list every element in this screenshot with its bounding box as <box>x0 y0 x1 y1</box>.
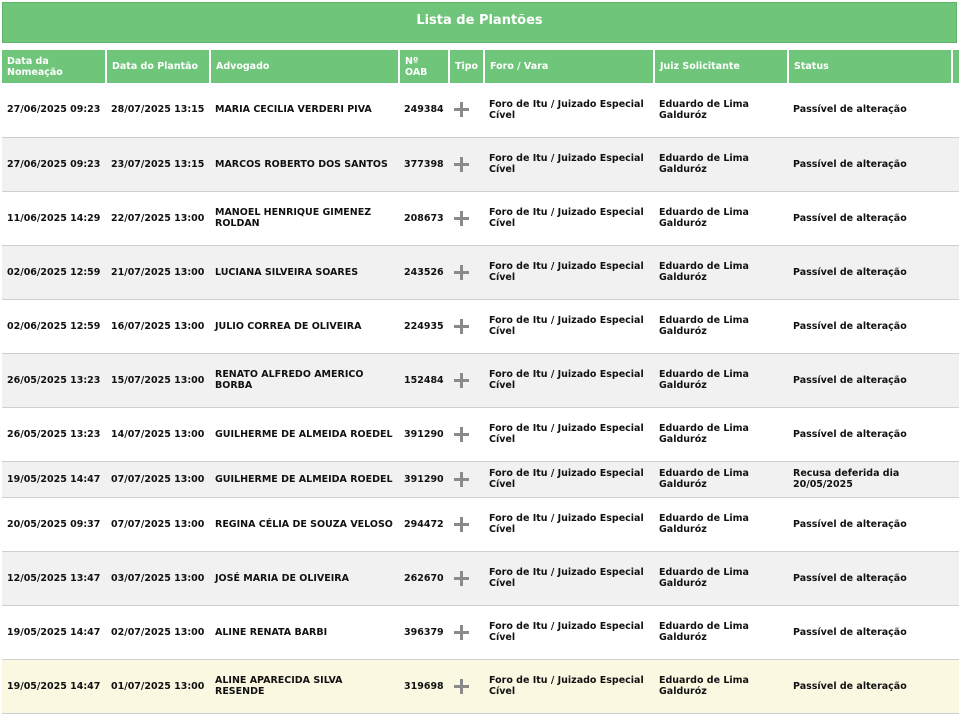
cell-data-plantao: 07/07/2025 13:00 <box>106 461 210 497</box>
cell-status: Passível de alteração <box>788 137 952 191</box>
plus-icon[interactable] <box>454 102 469 117</box>
cell-juiz: Eduardo de Lima Galduróz <box>654 137 788 191</box>
plus-icon[interactable] <box>454 571 469 586</box>
cell-tipo <box>449 461 484 497</box>
cell-status: Passível de alteração <box>788 605 952 659</box>
cell-data-plantao: 14/07/2025 13:00 <box>106 407 210 461</box>
col-header-oab[interactable]: Nº OAB <box>399 50 449 83</box>
row-stub <box>952 83 959 137</box>
col-header-status[interactable]: Status <box>788 50 952 83</box>
col-header-tipo[interactable]: Tipo <box>449 50 484 83</box>
cell-advogado: MARCOS ROBERTO DOS SANTOS <box>210 137 399 191</box>
cell-juiz: Eduardo de Lima Galduróz <box>654 353 788 407</box>
cell-oab: 224935 <box>399 299 449 353</box>
plus-icon[interactable] <box>454 157 469 172</box>
cell-juiz: Eduardo de Lima Galduróz <box>654 659 788 713</box>
cell-advogado: MARIA CECILIA VERDERI PIVA <box>210 83 399 137</box>
cell-tipo <box>449 83 484 137</box>
plus-icon[interactable] <box>454 625 469 640</box>
cell-status: Passível de alteração <box>788 551 952 605</box>
col-header-nomeacao[interactable]: Data da Nomeação <box>2 50 106 83</box>
page-title-bar <box>2 2 957 43</box>
table-row[interactable] <box>2 83 959 137</box>
table-row[interactable] <box>2 353 959 407</box>
cell-tipo <box>449 659 484 713</box>
cell-data-plantao: 01/07/2025 13:00 <box>106 659 210 713</box>
table-row[interactable] <box>2 461 959 497</box>
cell-advogado: ALINE APARECIDA SILVA RESENDE <box>210 659 399 713</box>
cell-foro-vara: Foro de Itu / Juizado Especial Cível <box>484 191 654 245</box>
cell-status: Passível de alteração <box>788 407 952 461</box>
cell-foro-vara: Foro de Itu / Juizado Especial Cível <box>484 659 654 713</box>
cell-data-nomeacao: 02/06/2025 12:59 <box>2 245 106 299</box>
plus-icon[interactable] <box>454 211 469 226</box>
col-header-stub <box>952 50 959 83</box>
table-row[interactable] <box>2 605 959 659</box>
cell-data-nomeacao: 27/06/2025 09:23 <box>2 137 106 191</box>
cell-data-plantao: 21/07/2025 13:00 <box>106 245 210 299</box>
cell-advogado: JULIO CORREA DE OLIVEIRA <box>210 299 399 353</box>
cell-advogado: GUILHERME DE ALMEIDA ROEDEL <box>210 461 399 497</box>
cell-advogado: MANOEL HENRIQUE GIMENEZ ROLDAN <box>210 191 399 245</box>
table-row[interactable] <box>2 299 959 353</box>
plus-icon[interactable] <box>454 427 469 442</box>
cell-data-plantao: 28/07/2025 13:15 <box>106 83 210 137</box>
cell-tipo <box>449 191 484 245</box>
row-stub <box>952 137 959 191</box>
cell-foro-vara: Foro de Itu / Juizado Especial Cível <box>484 407 654 461</box>
plantoes-table <box>2 50 959 714</box>
cell-oab: 208673 <box>399 191 449 245</box>
cell-juiz: Eduardo de Lima Galduróz <box>654 497 788 551</box>
cell-oab: 396379 <box>399 605 449 659</box>
table-row[interactable] <box>2 497 959 551</box>
table-row[interactable] <box>2 245 959 299</box>
cell-status: Passível de alteração <box>788 245 952 299</box>
table-row[interactable] <box>2 659 959 713</box>
row-stub <box>952 353 959 407</box>
cell-oab: 262670 <box>399 551 449 605</box>
row-stub <box>952 497 959 551</box>
cell-tipo <box>449 407 484 461</box>
cell-advogado: ALINE RENATA BARBI <box>210 605 399 659</box>
cell-juiz: Eduardo de Lima Galduróz <box>654 605 788 659</box>
cell-foro-vara: Foro de Itu / Juizado Especial Cível <box>484 137 654 191</box>
cell-status: Passível de alteração <box>788 497 952 551</box>
row-stub <box>952 605 959 659</box>
cell-advogado: REGINA CÉLIA DE SOUZA VELOSO <box>210 497 399 551</box>
plus-icon[interactable] <box>454 373 469 388</box>
col-header-plantao[interactable]: Data do Plantão <box>106 50 210 83</box>
cell-status: Passível de alteração <box>788 299 952 353</box>
cell-oab: 152484 <box>399 353 449 407</box>
cell-foro-vara: Foro de Itu / Juizado Especial Cível <box>484 83 654 137</box>
cell-oab: 377398 <box>399 137 449 191</box>
cell-data-nomeacao: 02/06/2025 12:59 <box>2 299 106 353</box>
cell-data-plantao: 07/07/2025 13:00 <box>106 497 210 551</box>
cell-status: Passível de alteração <box>788 191 952 245</box>
cell-data-nomeacao: 26/05/2025 13:23 <box>2 353 106 407</box>
row-stub <box>952 659 959 713</box>
cell-tipo <box>449 353 484 407</box>
cell-foro-vara: Foro de Itu / Juizado Especial Cível <box>484 461 654 497</box>
cell-advogado: RENATO ALFREDO AMERICO BORBA <box>210 353 399 407</box>
table-body <box>2 83 959 713</box>
row-stub <box>952 299 959 353</box>
cell-foro-vara: Foro de Itu / Juizado Especial Cível <box>484 353 654 407</box>
row-stub <box>952 461 959 497</box>
page-title: Lista de Plantões <box>416 13 543 28</box>
cell-tipo <box>449 605 484 659</box>
cell-status: Passível de alteração <box>788 83 952 137</box>
cell-oab: 319698 <box>399 659 449 713</box>
row-stub <box>952 191 959 245</box>
cell-data-nomeacao: 11/06/2025 14:29 <box>2 191 106 245</box>
cell-data-nomeacao: 19/05/2025 14:47 <box>2 659 106 713</box>
cell-tipo <box>449 137 484 191</box>
cell-advogado: JOSÉ MARIA DE OLIVEIRA <box>210 551 399 605</box>
cell-juiz: Eduardo de Lima Galduróz <box>654 83 788 137</box>
cell-data-plantao: 02/07/2025 13:00 <box>106 605 210 659</box>
cell-data-nomeacao: 26/05/2025 13:23 <box>2 407 106 461</box>
table-row[interactable] <box>2 407 959 461</box>
plus-icon[interactable] <box>454 679 469 694</box>
col-header-advogado[interactable]: Advogado <box>210 50 399 83</box>
cell-foro-vara: Foro de Itu / Juizado Especial Cível <box>484 245 654 299</box>
plus-icon[interactable] <box>454 265 469 280</box>
table-row[interactable] <box>2 551 959 605</box>
plus-icon[interactable] <box>454 517 469 532</box>
cell-foro-vara: Foro de Itu / Juizado Especial Cível <box>484 605 654 659</box>
cell-foro-vara: Foro de Itu / Juizado Especial Cível <box>484 299 654 353</box>
cell-data-plantao: 23/07/2025 13:15 <box>106 137 210 191</box>
cell-data-plantao: 16/07/2025 13:00 <box>106 299 210 353</box>
cell-juiz: Eduardo de Lima Galduróz <box>654 551 788 605</box>
cell-foro-vara: Foro de Itu / Juizado Especial Cível <box>484 551 654 605</box>
cell-oab: 294472 <box>399 497 449 551</box>
cell-data-plantao: 22/07/2025 13:00 <box>106 191 210 245</box>
plus-icon[interactable] <box>454 319 469 334</box>
cell-juiz: Eduardo de Lima Galduróz <box>654 299 788 353</box>
cell-tipo <box>449 551 484 605</box>
cell-juiz: Eduardo de Lima Galduróz <box>654 407 788 461</box>
cell-data-plantao: 15/07/2025 13:00 <box>106 353 210 407</box>
plus-icon[interactable] <box>454 472 469 487</box>
table-row[interactable] <box>2 137 959 191</box>
cell-juiz: Eduardo de Lima Galduróz <box>654 461 788 497</box>
table-row[interactable] <box>2 191 959 245</box>
cell-oab: 249384 <box>399 83 449 137</box>
cell-tipo <box>449 299 484 353</box>
col-header-juiz[interactable]: Juiz Solicitante <box>654 50 788 83</box>
row-stub <box>952 551 959 605</box>
cell-tipo <box>449 497 484 551</box>
cell-status: Passível de alteração <box>788 659 952 713</box>
cell-data-nomeacao: 12/05/2025 13:47 <box>2 551 106 605</box>
col-header-foro[interactable]: Foro / Vara <box>484 50 654 83</box>
table-header-row <box>2 50 959 83</box>
row-stub <box>952 245 959 299</box>
cell-status: Passível de alteração <box>788 353 952 407</box>
cell-data-plantao: 03/07/2025 13:00 <box>106 551 210 605</box>
cell-data-nomeacao: 19/05/2025 14:47 <box>2 605 106 659</box>
cell-data-nomeacao: 27/06/2025 09:23 <box>2 83 106 137</box>
cell-oab: 391290 <box>399 461 449 497</box>
cell-advogado: LUCIANA SILVEIRA SOARES <box>210 245 399 299</box>
cell-advogado: GUILHERME DE ALMEIDA ROEDEL <box>210 407 399 461</box>
cell-status: Recusa deferida dia 20/05/2025 <box>788 461 952 497</box>
cell-oab: 243526 <box>399 245 449 299</box>
row-stub <box>952 407 959 461</box>
cell-oab: 391290 <box>399 407 449 461</box>
cell-juiz: Eduardo de Lima Galduróz <box>654 245 788 299</box>
cell-data-nomeacao: 19/05/2025 14:47 <box>2 461 106 497</box>
cell-juiz: Eduardo de Lima Galduróz <box>654 191 788 245</box>
cell-tipo <box>449 245 484 299</box>
cell-foro-vara: Foro de Itu / Juizado Especial Cível <box>484 497 654 551</box>
cell-data-nomeacao: 20/05/2025 09:37 <box>2 497 106 551</box>
